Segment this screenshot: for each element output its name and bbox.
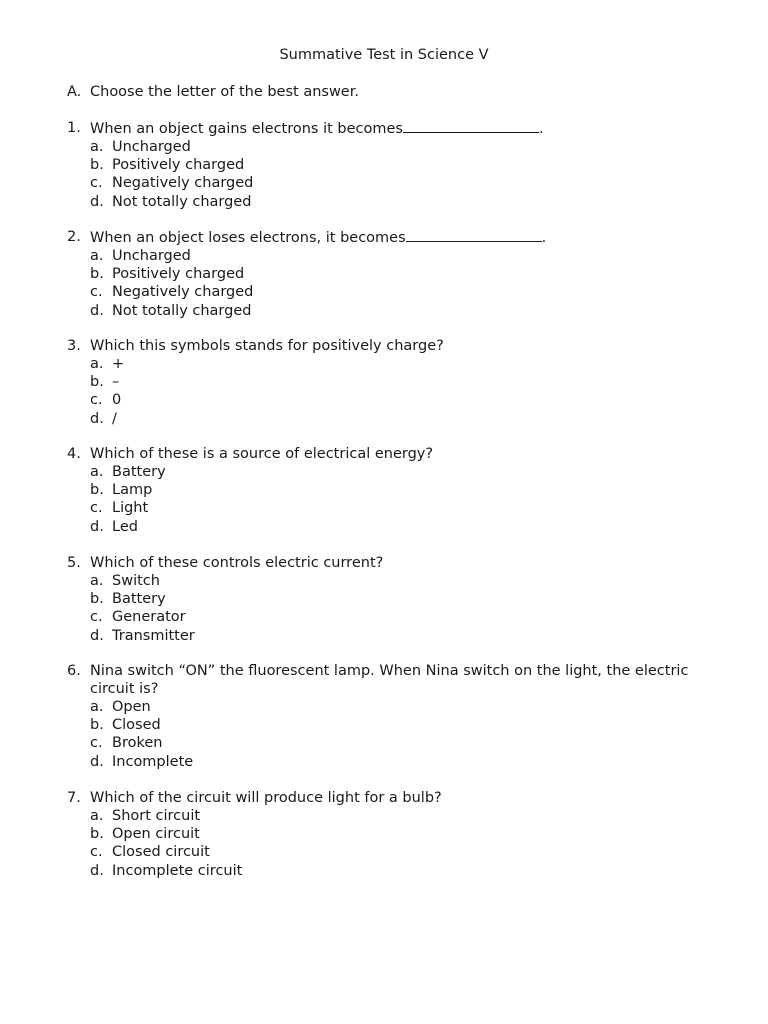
option-c: c. Broken	[90, 735, 163, 752]
option-c: c. Closed circuit	[90, 844, 210, 861]
option-list	[90, 807, 727, 880]
question-6	[67, 662, 727, 771]
option-d: d. Incomplete	[90, 753, 194, 770]
question-number: 5.	[67, 555, 81, 571]
question-number: 4.	[67, 446, 81, 462]
option-a: a. Short circuit	[90, 808, 201, 824]
question-4	[67, 445, 727, 536]
option-a: a. Uncharged	[90, 248, 191, 264]
question-number: 6.	[67, 663, 81, 679]
option-d: d. Not totally charged	[90, 193, 252, 210]
question-punctuation: .	[541, 230, 547, 246]
option-c: c. 0	[90, 392, 122, 409]
answer-blank	[406, 228, 542, 242]
option-list	[90, 572, 727, 645]
question-7	[67, 789, 727, 880]
question-number: 1.	[67, 120, 81, 136]
section-marker: A.	[67, 84, 82, 100]
option-d: d. Not totally charged	[90, 302, 252, 319]
question-text: Which of these controls electric current?	[90, 555, 384, 571]
question-number: 7.	[67, 790, 81, 806]
option-list	[90, 247, 727, 320]
document-title: Summative Test in Science V	[279, 47, 489, 63]
option-b: b. Positively charged	[90, 266, 245, 283]
question-3	[67, 337, 727, 428]
question-1	[67, 119, 727, 211]
answer-blank	[403, 119, 539, 133]
option-b: b. Battery	[90, 591, 166, 608]
question-number: 3.	[67, 338, 81, 354]
option-c: c. Light	[90, 500, 149, 517]
question-text: When an object loses electrons, it becomes	[90, 230, 406, 246]
option-list	[90, 463, 727, 536]
question-number: 2.	[67, 229, 81, 245]
section-instruction: Choose the letter of the best answer.	[90, 84, 359, 100]
option-d: d. Led	[90, 518, 138, 535]
option-list	[90, 355, 727, 428]
option-d: d. Incomplete circuit	[90, 862, 243, 879]
option-a: a. Uncharged	[90, 139, 191, 155]
question-text: Which of the circuit will produce light for a bulb?	[90, 790, 442, 806]
option-b: b. –	[90, 374, 120, 391]
option-d: d. Transmitter	[90, 627, 195, 644]
option-a: a. Switch	[90, 573, 160, 589]
option-b: b. Closed	[90, 717, 161, 734]
question-text: Nina switch “ON” the fluorescent lamp. When Nina switch on the light, the electric circuit is?	[90, 663, 689, 697]
option-c: c. Negatively charged	[90, 175, 254, 192]
option-d: d. /	[90, 410, 117, 427]
question-text: When an object gains electrons it becomes	[90, 121, 403, 137]
option-a: a. +	[90, 356, 125, 372]
option-c: c. Generator	[90, 609, 186, 626]
option-list	[90, 698, 727, 771]
option-b: b. Open circuit	[90, 826, 200, 843]
option-a: a. Open	[90, 699, 151, 715]
question-5	[67, 554, 727, 645]
option-a: a. Battery	[90, 464, 166, 480]
option-b: b. Positively charged	[90, 157, 245, 174]
question-text: Which this symbols stands for positively charge?	[90, 338, 444, 354]
option-c: c. Negatively charged	[90, 284, 254, 301]
question-punctuation: .	[538, 121, 544, 137]
section-heading	[67, 82, 359, 102]
option-list	[90, 138, 727, 211]
option-b: b. Lamp	[90, 482, 153, 499]
question-2	[67, 228, 727, 320]
question-text: Which of these is a source of electrical energy?	[90, 446, 434, 462]
